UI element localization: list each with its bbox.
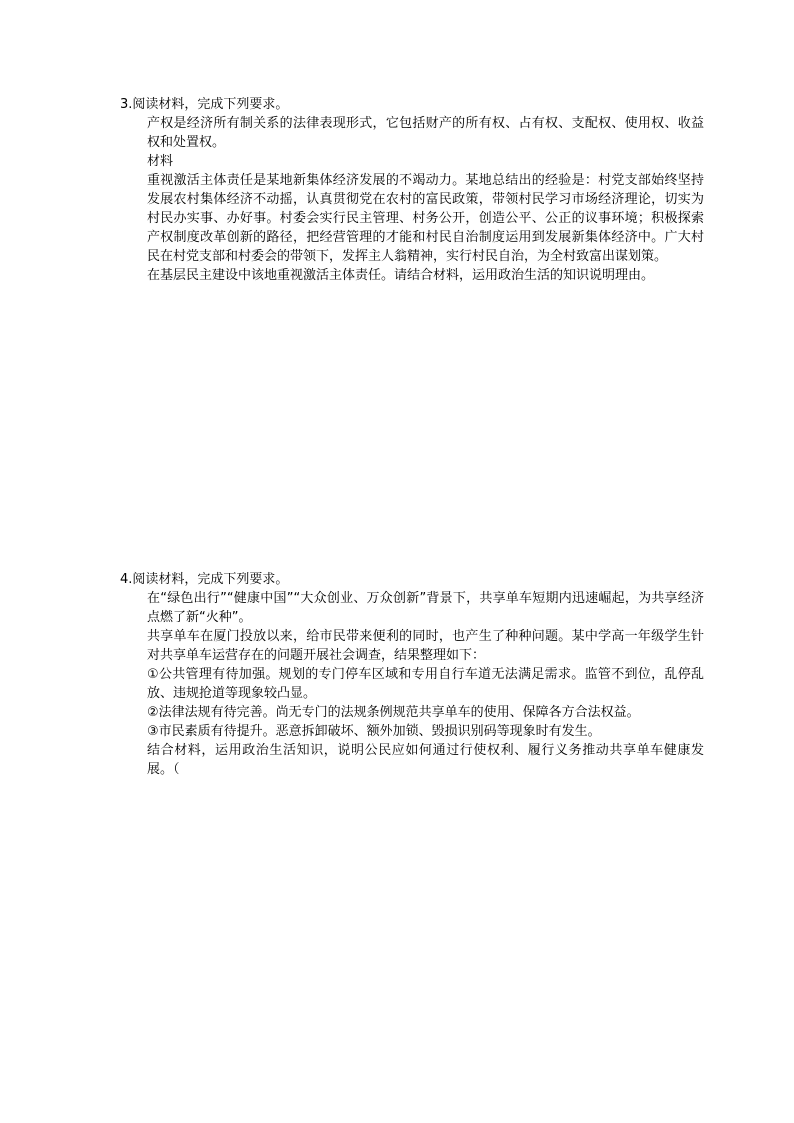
- question-4-paragraph: 结合材料，运用政治生活知识，说明公民应如何通过行使权利、履行义务推动共享单车健康发展。（: [147, 743, 704, 777]
- question-3-paragraph: 材料: [147, 154, 174, 169]
- question-4: [120, 570, 704, 779]
- question-4-paragraph: 共享单车在厦门投放以来，给市民带来便利的同时，也产生了种种问题。某中学高一年级学生针对共享单车运营存在的问题开展社会调查，结果整理如下：: [147, 629, 704, 663]
- question-3: [120, 95, 704, 285]
- question-3-title: 3.阅读材料，完成下列要求。: [120, 97, 289, 112]
- question-4-paragraph: ①公共管理有待加强。规划的专门停车区域和专用自行车道无法满足需求。监管不到位，乱停乱放、违规抢道等现象较凸显。: [147, 667, 704, 701]
- question-3-paragraph: 重视激活主体责任是某地新集体经济发展的不竭动力。某地总结出的经验是：村党支部始终坚持发展农村集体经济不动摇，认真贯彻党在农村的富民政策，带领村民学习市场经济理论，切实为村民办实事、办好事。村委会实行民主管理、村务公开，创造公平、公正的议事环境；积极探索产权制度改革创新的路径，把经营管理的才能和村民自治制度运用到发展新集体经济中。广大村民在村党支部和村委会的带领下，发挥主人翁精神，实行村民自治，为全村致富出谋划策。: [147, 173, 704, 264]
- question-3-paragraph: 在基层民主建设中该地重视激活主体责任。请结合材料，运用政治生活的知识说明理由。: [147, 268, 655, 283]
- question-4-paragraph: 在“绿色出行”“健康中国”“大众创业、万众创新”背景下，共享单车短期内迅速崛起，为共享经济点燃了新“火种”。: [147, 591, 704, 625]
- question-3-paragraph: 产权是经济所有制关系的法律表现形式，它包括财产的所有权、占有权、支配权、使用权、收益权和处置权。: [147, 116, 704, 150]
- question-4-title: 4.阅读材料，完成下列要求。: [120, 572, 289, 587]
- question-4-paragraph: ③市民素质有待提升。恶意拆卸破坏、额外加锁、毁损识别码等现象时有发生。: [147, 724, 601, 739]
- question-4-paragraph: ②法律法规有待完善。尚无专门的法规条例规范共享单车的使用、保障各方合法权益。: [147, 705, 640, 720]
